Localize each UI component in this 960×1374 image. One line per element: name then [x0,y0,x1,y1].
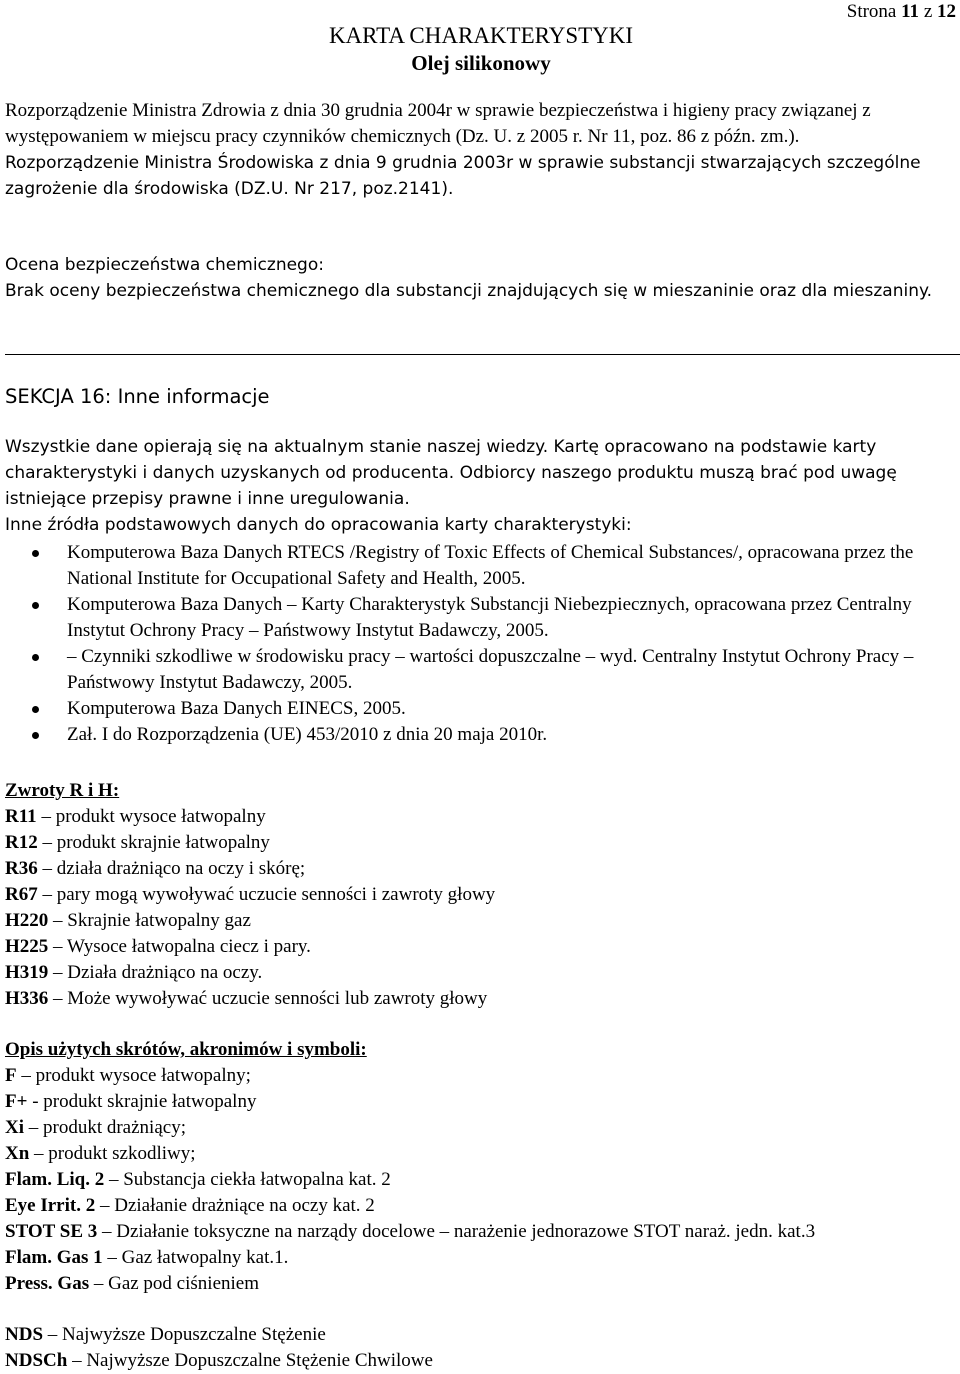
abbr-text: – Substancja ciekła łatwopalna kat. 2 [104,1169,391,1190]
phrase-code: R36 [5,858,38,879]
abbr-row [5,1167,956,1193]
page-number: 11 [901,1,920,22]
abbr-code: Flam. Gas 1 [5,1247,103,1268]
source-item: Komputerowa Baza Danych EINECS, 2005. [5,696,956,722]
page-label: Strona [846,1,897,22]
assessment-block [5,252,956,304]
abbr-row [5,1322,956,1348]
section16-heading-wrap [5,384,956,410]
source-item: Komputerowa Baza Danych RTECS /Registry of Toxic Effects of Chemical Substances/, opracowana przez the National Institute for Occupational Safety and Health, 2005. [5,540,956,592]
abbr-row [5,1089,956,1115]
abbr-text: – Gaz pod ciśnieniem [89,1273,259,1294]
phrases-heading: Zwroty R i H: [5,780,120,801]
page-total: 12 [937,1,956,22]
abbr-text: – Działanie toksyczne na narządy docelowe – narażenie jednorazowe STOT naraż. jedn. kat.3 [97,1221,816,1242]
abbr-text: – Gaz łatwopalny kat.1. [102,1247,289,1268]
phrase-text: – Skrajnie łatwopalny gaz [48,910,251,931]
source-item: Zał. I do Rozporządzenia (UE) 453/2010 z dnia 20 maja 2010r. [5,722,956,748]
page-indicator [847,0,956,24]
abbr-row [5,1271,956,1297]
assessment-text: Brak oceny bezpieczeństwa chemicznego dla substancji znajdujących się w mieszaninie oraz dla mieszaniny. [5,281,933,301]
phrases-block [5,778,956,1012]
sources-list-wrap [5,540,956,748]
abbr-code: NDSCh [5,1350,68,1371]
abbr-row [5,1193,956,1219]
regulation-health: Rozporządzenie Ministra Zdrowia z dnia 30 grudnia 2004r w sprawie bezpieczeństwa i higieny pracy związanej z występowaniem w miejscu pracy czynników chemicznych (Dz. U. z 2005 r. Nr 11, poz. 86 z późn. zm.). [5,100,871,147]
regulation-environment: Rozporządzenie Ministra Środowiska z dnia 9 grudnia 2003r w sprawie substancji stwarzających szczególne zagrożenie dla środowiska (DZ.U. Nr 217, poz.2141). [5,153,921,199]
abbr-row [5,1245,956,1271]
sources-list [5,540,956,748]
phrase-text: – produkt wysoce łatwopalny [36,806,266,827]
phrase-code: R11 [5,806,37,827]
phrase-text: – Wysoce łatwopalna ciecz i pary. [48,936,311,957]
abbr-row [5,1348,956,1374]
abbr-code: F [5,1065,17,1086]
abbr-row [5,1115,956,1141]
abbr-code: Flam. Liq. 2 [5,1169,105,1190]
intro-text: Wszystkie dane opierają się na aktualnym stanie naszej wiedzy. Kartę opracowano na podstawie karty charakterystyki i danych uzyskanych od producenta. Odbiorcy naszego produktu muszą brać pod uwagę istniejące przepisy prawne i inne uregulowania. [5,437,897,509]
abbr-code: Xi [5,1117,24,1138]
phrase-code: R12 [5,832,38,853]
sources-heading: Inne źródła podstawowych danych do opracowania karty charakterystyki: [5,515,632,535]
assessment-heading: Ocena bezpieczeństwa chemicznego: [5,255,324,275]
source-item: Komputerowa Baza Danych – Karty Charakterystyk Substancji Niebezpiecznych, opracowana przez Centralny Instytut Ochrony Pracy – Państwowy Instytut Badawczy, 2005. [5,592,956,644]
phrase-text: – działa drażniąco na oczy i skórę; [37,858,306,879]
phrase-text: – Może wywoływać uczucie senności lub zawroty głowy [48,988,488,1009]
phrase-code: H220 [5,910,49,931]
phrase-code: H225 [5,936,49,957]
abbr-code: NDS [5,1324,44,1345]
phrase-code: R67 [5,884,38,905]
abbreviations-block-2 [5,1322,956,1374]
phrase-text: – Działa drażniąco na oczy. [48,962,263,983]
regulations-block [5,98,956,202]
abbr-text: – Najwyższe Dopuszczalne Stężenie Chwilowe [67,1350,433,1371]
abbr-text: - produkt skrajnie łatwopalny [27,1091,257,1112]
phrase-row [5,934,956,960]
abbr-text: – Najwyższe Dopuszczalne Stężenie [43,1324,326,1345]
phrase-row [5,830,956,856]
abbr-row [5,1141,956,1167]
product-name: Olej silikonowy [411,51,551,75]
phrase-row [5,908,956,934]
abbr-text: – Działanie drażniące na oczy kat. 2 [95,1195,375,1216]
abbr-text: – produkt szkodliwy; [29,1143,196,1164]
abbr-row [5,1063,956,1089]
phrase-code: H319 [5,962,49,983]
abbr-row [5,1219,956,1245]
abbr-code: Eye Irrit. 2 [5,1195,96,1216]
abbr-code: Press. Gas [5,1273,90,1294]
phrase-row [5,804,956,830]
page-sep: z [923,1,933,22]
section-divider [5,354,960,355]
abbreviations-block [5,1037,956,1297]
source-item: – Czynniki szkodliwe w środowisku pracy – wartości dopuszczalne – wyd. Centralny Instytut Ochrony Pracy – Państwowy Instytut Badawczy, 2005. [5,644,956,696]
section16-intro [5,434,956,538]
abbreviations-heading: Opis użytych skrótów, akronimów i symboli: [5,1039,367,1060]
abbr-code: Xn [5,1143,30,1164]
phrase-row [5,856,956,882]
abbr-code: F+ [5,1091,28,1112]
phrase-row [5,986,956,1012]
abbr-text: – produkt wysoce łatwopalny; [16,1065,251,1086]
phrase-text: – pary mogą wywoływać uczucie senności i zawroty głowy [37,884,496,905]
phrase-row [5,960,956,986]
abbr-text: – produkt drażniący; [24,1117,186,1138]
abbr-code: STOT SE 3 [5,1221,98,1242]
document-title: KARTA CHARAKTERYSTYKI [328,23,634,48]
phrase-code: H336 [5,988,49,1009]
phrase-row [5,882,956,908]
section16-title: SEKCJA 16: Inne informacje [5,385,270,408]
phrase-text: – produkt skrajnie łatwopalny [37,832,270,853]
